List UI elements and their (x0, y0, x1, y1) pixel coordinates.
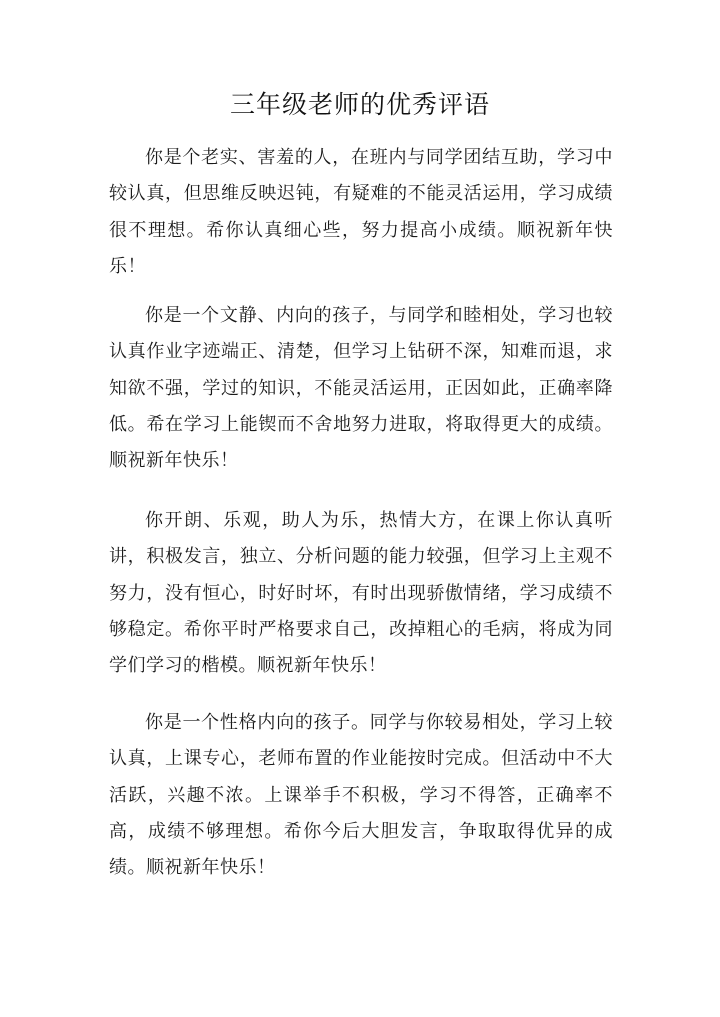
paragraph-1: 你是个老实、害羞的人，在班内与同学团结互助，学习中较认真，但思维反映迟钝，有疑难的不能灵活运用，学习成绩很不理想。希你认真细心些，努力提高小成绩。顺祝新年快乐！ (109, 147, 613, 277)
paragraph-3: 你开朗、乐观，助人为乐，热情大方，在课上你认真听讲，积极发言，独立、分析问题的能力较强，但学习上主观不努力，没有恒心，时好时坏，有时出现骄傲情绪，学习成绩不够稳定。希你平时严格要求自己，改掉粗心的毛病，将成为同学们学习的楷模。顺祝新年快乐！ (109, 510, 613, 677)
paragraph-4: 你是一个性格内向的孩子。同学与你较易相处，学习上较认真，上课专心，老师布置的作业能按时完成。但活动中不大活跃，兴趣不浓。上课举手不积极，学习不得答，正确率不高，成绩不够理想。希你今后大胆发言，争取取得优异的成绩。顺祝新年快乐！ (109, 712, 613, 879)
document-title: 三年级老师的优秀评语 (229, 90, 490, 119)
paragraph-2: 你是一个文静、内向的孩子，与同学和睦相处，学习也较认真作业字迹端正、清楚，但学习上钻研不深，知难而退，求知欲不强，学过的知识，不能灵活运用，正因如此，正确率降低。希在学习上能锲而不舍地努力进取，将取得更大的成绩。顺祝新年快乐！ (109, 305, 613, 472)
